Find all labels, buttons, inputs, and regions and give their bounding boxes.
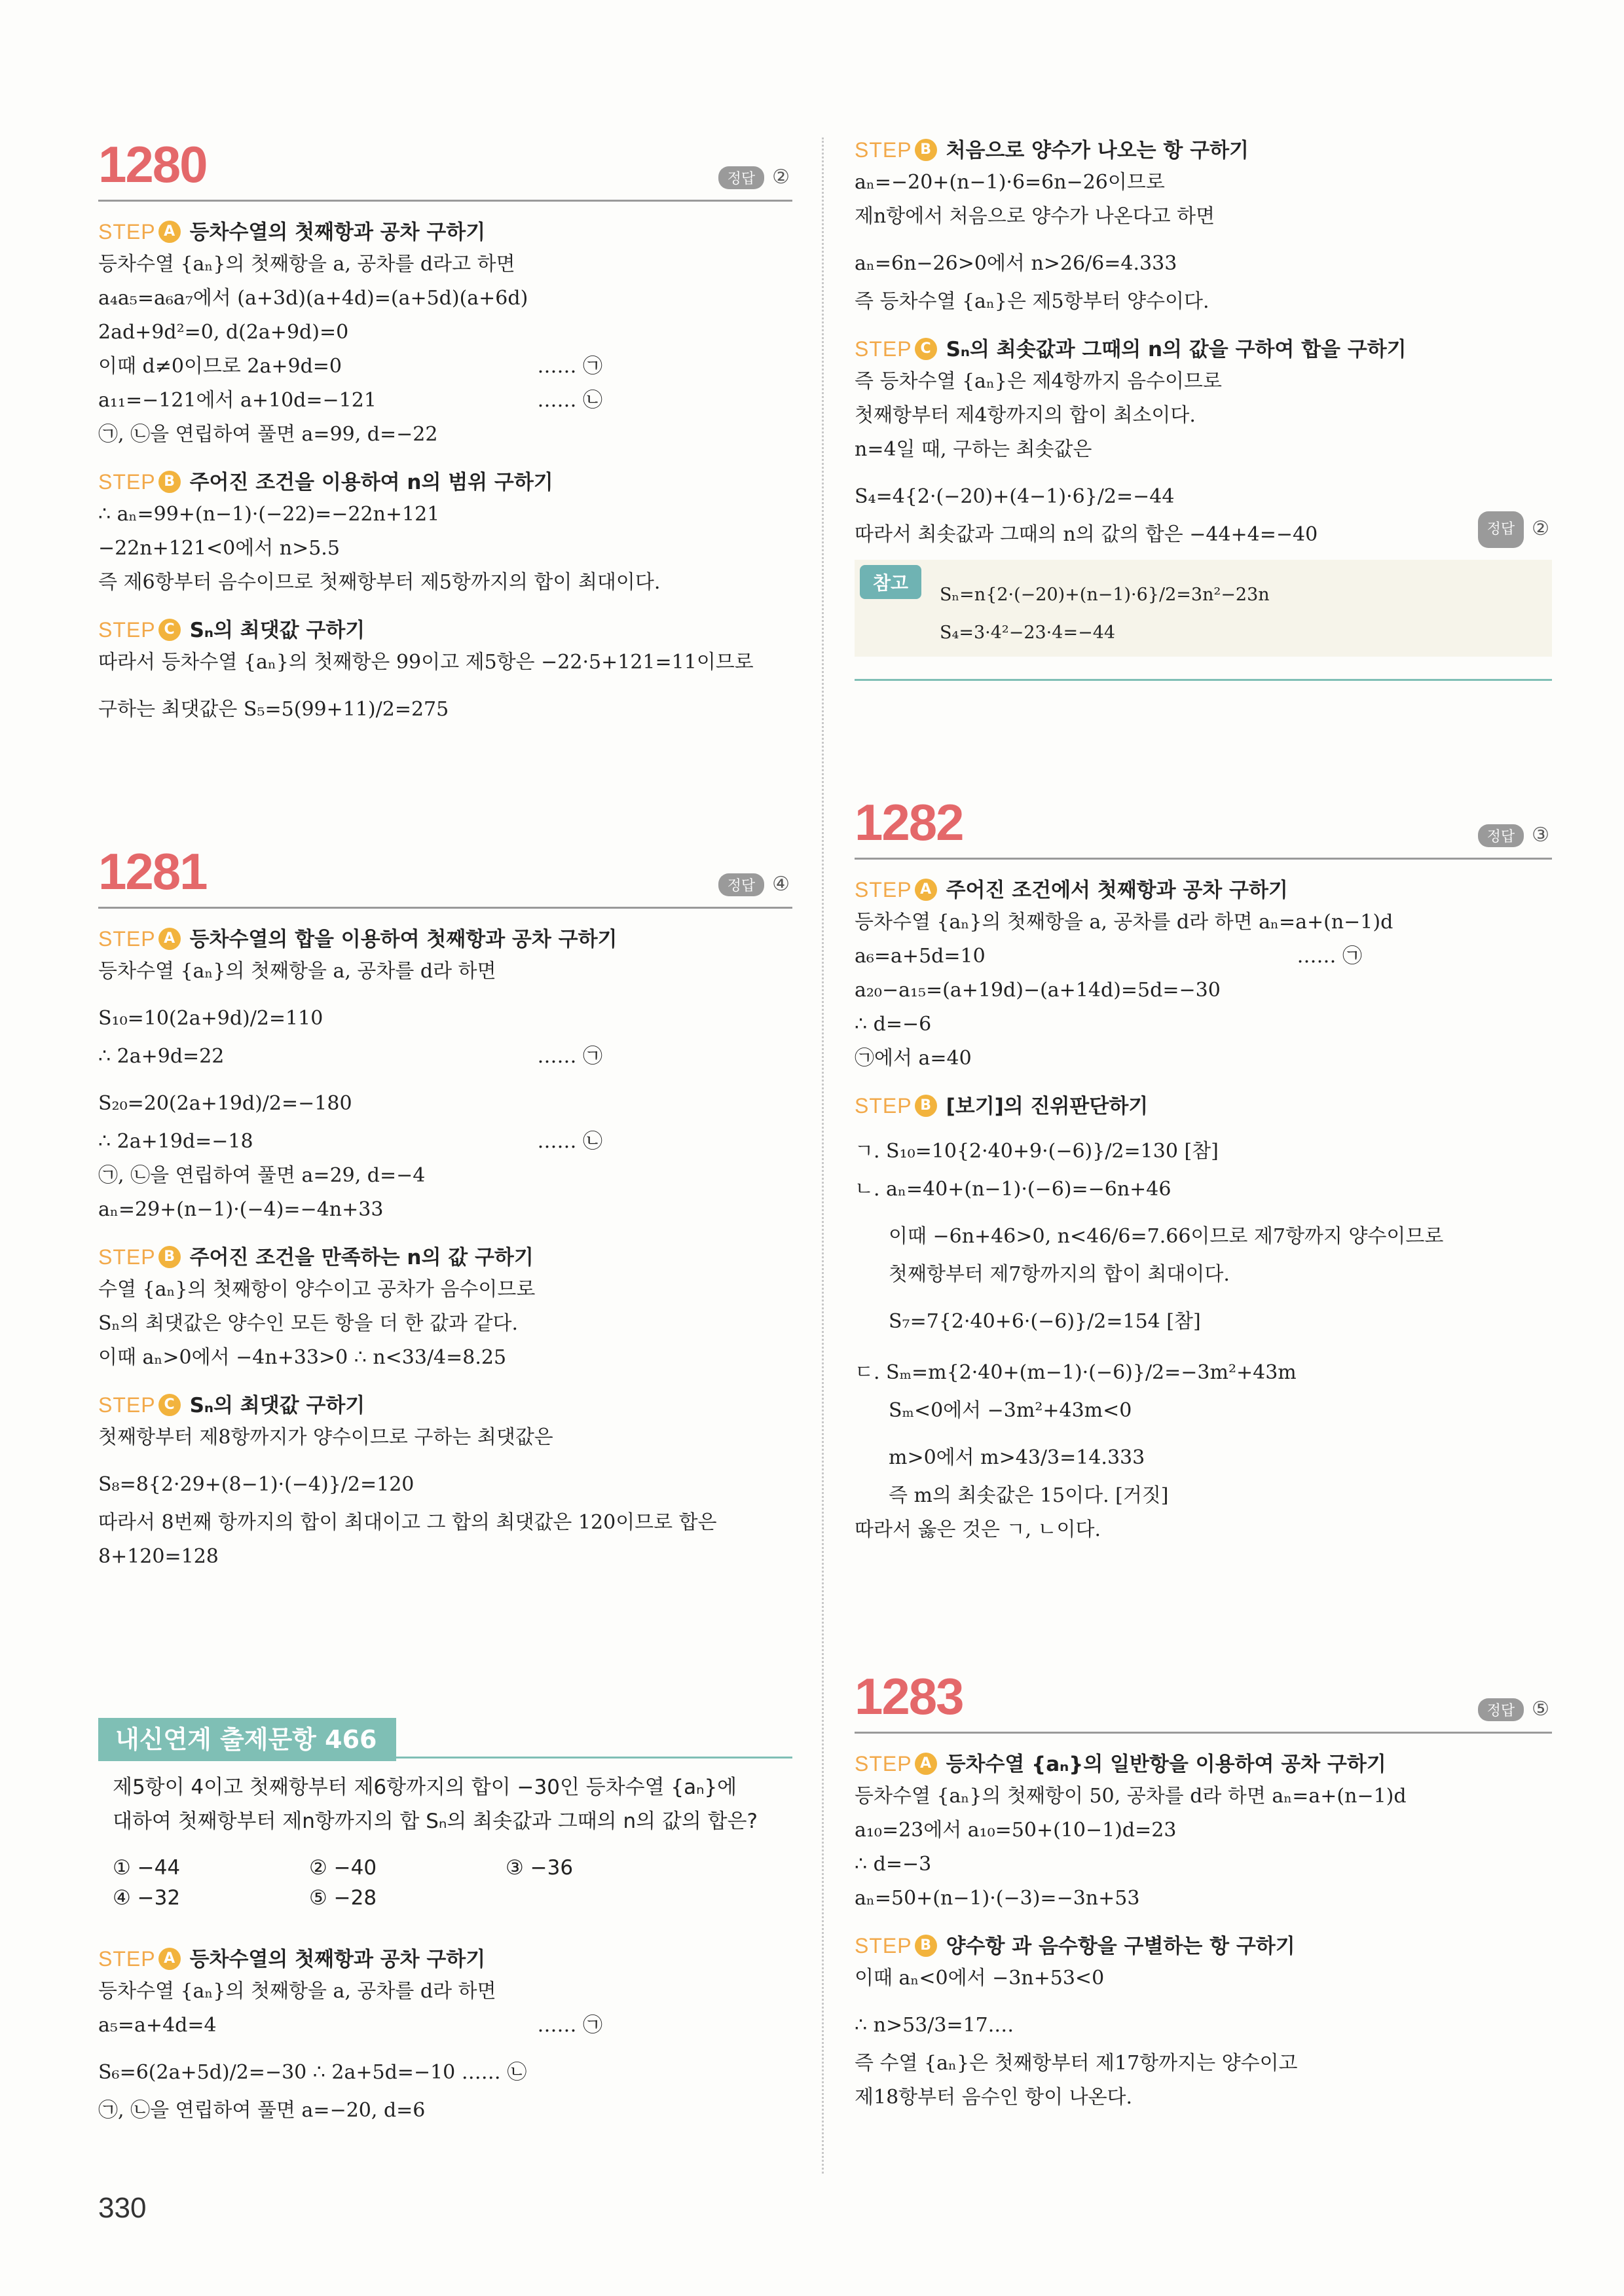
reference-tag: 참고 bbox=[860, 565, 921, 599]
solution-line: a₄a₅=a₆a₇에서 (a+3d)(a+4d)=(a+5d)(a+6d) bbox=[98, 287, 528, 310]
problem-1282 bbox=[855, 786, 1552, 1547]
solution-line: 제18항부터 음수인 항이 나온다. bbox=[855, 2086, 1133, 2109]
step-letter: C bbox=[915, 338, 937, 360]
solution-line: aₙ=50+(n−1)·(−3)=−3n+53 bbox=[855, 1887, 1140, 1910]
step-label: STEP bbox=[98, 618, 156, 642]
step-b bbox=[855, 1930, 1552, 1961]
solution-line: ㄷ. Sₘ=m{2·40+(m−1)·(−6)}/2=−3m²+43m bbox=[855, 1361, 1297, 1384]
column-divider bbox=[822, 137, 824, 2174]
solution-line: aₙ=−20+(n−1)·6=6n−26이므로 bbox=[855, 171, 1165, 194]
step-letter: B bbox=[915, 1935, 937, 1957]
step-title: [보기]의 진위판단하기 bbox=[946, 1095, 1149, 1118]
linked-problem-header bbox=[98, 1718, 792, 1761]
equation-tag: …… ㉠ bbox=[537, 1045, 602, 1068]
solution-line: 이때 −6n+46>0, n<46/6=7.66이므로 제7항까지 양수이므로 bbox=[889, 1225, 1444, 1248]
problem-header bbox=[98, 835, 792, 909]
step-label: STEP bbox=[98, 1245, 156, 1269]
solution-line: S₄=4{2·(−20)+(4−1)·6}/2=−44 bbox=[855, 485, 1175, 508]
solution-line bbox=[855, 518, 1552, 552]
solution-line: 2ad+9d²=0, d(2a+9d)=0 bbox=[98, 321, 349, 344]
step-label: STEP bbox=[855, 337, 912, 361]
step-letter: B bbox=[158, 1246, 181, 1268]
equation-text: 따라서 최솟값과 그때의 n의 값의 합은 −44+4=−40 bbox=[855, 523, 1318, 546]
answer-value: ④ bbox=[772, 873, 790, 896]
solution-line: 이때 aₙ<0에서 −3n+53<0 bbox=[855, 1967, 1105, 1990]
answer-value: ② bbox=[772, 166, 790, 189]
solution-line: ㉠에서 a=40 bbox=[855, 1047, 972, 1070]
problem-header bbox=[855, 786, 1552, 860]
choice-5: ⑤ −28 bbox=[309, 1886, 377, 1910]
solution-line: a₁₀=23에서 a₁₀=50+(10−1)d=23 bbox=[855, 1819, 1177, 1842]
equation-text: 이때 d≠0이므로 2a+9d=0 bbox=[98, 355, 342, 378]
solution-line: 제n항에서 처음으로 양수가 나온다고 하면 bbox=[855, 205, 1215, 228]
equation-text: ∴ 2a+19d=−18 bbox=[98, 1130, 253, 1153]
equation-tag: …… ㉠ bbox=[1297, 945, 1362, 968]
step-letter: A bbox=[158, 928, 181, 950]
step-label: STEP bbox=[98, 1393, 156, 1417]
solution-line: 따라서 8번째 항까지의 합이 최대이고 그 합의 최댓값은 120이므로 합은 bbox=[98, 1511, 717, 1534]
solution-line: 등차수열 {aₙ}의 첫째항이 50, 공차를 d라 하면 aₙ=a+(n−1)d bbox=[855, 1785, 1407, 1808]
linked-problem-466 bbox=[98, 1709, 792, 2128]
problem-number: 1283 bbox=[855, 1667, 963, 1725]
solution-line: ㉠, ㉡을 연립하여 풀면 a=99, d=−22 bbox=[98, 423, 438, 446]
solution-line: ∴ d=−6 bbox=[855, 1013, 932, 1036]
choice-row bbox=[98, 1853, 792, 1883]
solution-line: 등차수열 {aₙ}의 첫째항을 a, 공차를 d라 하면 bbox=[98, 1980, 496, 2003]
solution-line: 즉 등차수열 {aₙ}은 제4항까지 음수이므로 bbox=[855, 370, 1222, 393]
solution-line: 첫째항부터 제7항까지의 합이 최대이다. bbox=[889, 1263, 1230, 1286]
solution-line bbox=[98, 1040, 792, 1074]
step-a bbox=[98, 923, 792, 955]
solution-line: Sₙ의 최댓값은 양수인 모든 항을 더 한 값과 같다. bbox=[98, 1312, 518, 1335]
choice-2: ② −40 bbox=[309, 1856, 377, 1880]
solution-line: aₙ=29+(n−1)·(−4)=−4n+33 bbox=[98, 1198, 384, 1221]
step-letter: C bbox=[158, 1394, 181, 1416]
step-label: STEP bbox=[855, 878, 912, 902]
step-title: 주어진 조건을 만족하는 n의 값 구하기 bbox=[189, 1246, 534, 1269]
solution-line bbox=[855, 939, 1552, 974]
equation-tag: …… ㉠ bbox=[537, 355, 602, 378]
solution-line: ∴ n>53/3=17.… bbox=[855, 2014, 1014, 2037]
step-label: STEP bbox=[98, 220, 156, 244]
step-label: STEP bbox=[98, 927, 156, 951]
step-title: Sₙ의 최댓값 구하기 bbox=[189, 1394, 365, 1417]
answer-value: ⑤ bbox=[1532, 1698, 1549, 1721]
equation-text: a₅=a+4d=4 bbox=[98, 2014, 217, 2037]
solution-line: 수열 {aₙ}의 첫째항이 양수이고 공차가 음수이므로 bbox=[98, 1278, 536, 1301]
choice-4: ④ −32 bbox=[113, 1886, 181, 1910]
solution-line: 즉 제6항부터 음수이므로 첫째항부터 제5항까지의 합이 최대이다. bbox=[98, 571, 661, 594]
equation-text: a₁₁=−121에서 a+10d=−121 bbox=[98, 389, 377, 412]
step-label: STEP bbox=[98, 1947, 156, 1971]
answer-value: ③ bbox=[1532, 824, 1549, 847]
step-title: 등차수열의 합을 이용하여 첫째항과 공차 구하기 bbox=[189, 928, 618, 951]
problem-1281 bbox=[98, 835, 792, 1574]
solution-line: aₙ=6n−26>0에서 n>26/6=4.333 bbox=[855, 252, 1177, 275]
header-rule bbox=[396, 1757, 792, 1758]
step-a bbox=[98, 1943, 792, 1975]
solution-line: n=4일 때, 구하는 최솟값은 bbox=[855, 438, 1092, 461]
step-a bbox=[855, 874, 1552, 905]
step-title: 양수항 과 음수항을 구별하는 항 구하기 bbox=[946, 1935, 1295, 1958]
step-label: STEP bbox=[855, 138, 912, 162]
equation-tag: …… ㉠ bbox=[537, 2014, 602, 2037]
step-title: 등차수열 {aₙ}의 일반항을 이용하여 공차 구하기 bbox=[946, 1753, 1386, 1776]
linked-problem-466-continued bbox=[855, 134, 1552, 681]
step-letter: A bbox=[915, 879, 937, 901]
step-letter: B bbox=[158, 471, 181, 493]
answer-tag: 정답 bbox=[718, 873, 765, 896]
step-label: STEP bbox=[98, 470, 156, 494]
solution-line bbox=[98, 350, 792, 384]
step-letter: A bbox=[158, 1948, 181, 1970]
solution-line: Sₘ<0에서 −3m²+43m<0 bbox=[889, 1399, 1132, 1422]
solution-line: ㄱ. S₁₀=10{2·40+9·(−6)}/2=130 [참] bbox=[855, 1140, 1219, 1163]
question-line: 제5항이 4이고 첫째항부터 제6항까지의 합이 −30인 등차수열 {aₙ}에 bbox=[113, 1776, 737, 1799]
step-title: 등차수열의 첫째항과 공차 구하기 bbox=[189, 221, 486, 244]
answer-tag: 정답 bbox=[718, 166, 765, 189]
solution-line: ∴ d=−3 bbox=[855, 1853, 932, 1876]
problem-1283 bbox=[855, 1660, 1552, 2115]
answer-badge bbox=[1478, 824, 1549, 847]
solution-line: ∴ aₙ=99+(n−1)·(−22)=−22n+121 bbox=[98, 503, 440, 526]
solution-line: ㄴ. aₙ=40+(n−1)·(−6)=−6n+46 bbox=[855, 1178, 1172, 1201]
problem-header bbox=[855, 1660, 1552, 1734]
equation-text: a₆=a+5d=10 bbox=[855, 945, 986, 968]
solution-line: ㉠, ㉡을 연립하여 풀면 a=29, d=−4 bbox=[98, 1164, 426, 1187]
problem-number: 1281 bbox=[98, 843, 207, 900]
choice-row bbox=[98, 1883, 792, 1913]
solution-line: 따라서 옳은 것은 ㄱ, ㄴ이다. bbox=[855, 1518, 1101, 1541]
solution-line: 따라서 등차수열 {aₙ}의 첫째항은 99이고 제5항은 −22·5+121=11이므로 bbox=[98, 651, 754, 674]
solution-line: 등차수열 {aₙ}의 첫째항을 a, 공차를 d라 하면 bbox=[98, 960, 496, 983]
solution-line: 8+120=128 bbox=[98, 1545, 219, 1568]
equation-tag: …… ㉡ bbox=[537, 389, 602, 412]
answer-tag: 정답 bbox=[1478, 824, 1524, 847]
problem-number: 1280 bbox=[98, 136, 207, 193]
step-title: 주어진 조건을 이용하여 n의 범위 구하기 bbox=[189, 471, 553, 494]
step-b bbox=[98, 1241, 792, 1273]
step-title: Sₙ의 최댓값 구하기 bbox=[189, 619, 365, 642]
solution-line: −22n+121<0에서 n>5.5 bbox=[98, 537, 340, 560]
solution-line: 첫째항부터 제8항까지가 양수이므로 구하는 최댓값은 bbox=[98, 1426, 553, 1449]
step-a bbox=[855, 1748, 1552, 1779]
step-c bbox=[98, 1389, 792, 1421]
step-title: Sₙ의 최솟값과 그때의 n의 값을 구하여 합을 구하기 bbox=[946, 338, 1407, 361]
solution-line: a₂₀−a₁₅=(a+19d)−(a+14d)=5d=−30 bbox=[855, 979, 1221, 1002]
step-b bbox=[98, 466, 792, 498]
solution-line: 등차수열 {aₙ}의 첫째항을 a, 공차를 d라고 하면 bbox=[98, 253, 515, 276]
solution-line: 첫째항부터 제4항까지의 합이 최소이다. bbox=[855, 404, 1196, 427]
section-rule bbox=[855, 679, 1552, 681]
step-title: 처음으로 양수가 나오는 항 구하기 bbox=[946, 139, 1249, 162]
question-line: 대하여 첫째항부터 제n항까지의 합 Sₙ의 최솟값과 그때의 n의 값의 합은? bbox=[113, 1810, 758, 1833]
solution-line: 이때 aₙ>0에서 −4n+33>0 ∴ n<33/4=8.25 bbox=[98, 1346, 507, 1369]
solution-line bbox=[98, 1125, 792, 1159]
step-letter: B bbox=[915, 1095, 937, 1117]
note-line: Sₙ=n{2·(−20)+(n−1)·6}/2=3n²−23n bbox=[940, 585, 1270, 605]
step-c bbox=[98, 614, 792, 646]
linked-problem-tab: 내신연계 출제문항 466 bbox=[98, 1718, 396, 1761]
step-letter: B bbox=[915, 139, 937, 161]
solution-line bbox=[98, 2009, 792, 2043]
page-number: 330 bbox=[98, 2192, 147, 2224]
step-letter: C bbox=[158, 619, 181, 641]
solution-line bbox=[98, 384, 792, 418]
solution-line: S₇=7{2·40+6·(−6)}/2=154 [참] bbox=[889, 1310, 1201, 1333]
solution-line: 등차수열 {aₙ}의 첫째항을 a, 공차를 d라 하면 aₙ=a+(n−1)d bbox=[855, 911, 1393, 934]
solution-line: m>0에서 m>43/3=14.333 bbox=[889, 1446, 1145, 1469]
step-c bbox=[855, 333, 1552, 365]
equation-text: ∴ 2a+9d=22 bbox=[98, 1045, 225, 1068]
step-b bbox=[855, 134, 1552, 166]
equation-tag: …… ㉡ bbox=[537, 1130, 602, 1153]
step-b bbox=[855, 1090, 1552, 1121]
answer-badge bbox=[1478, 511, 1549, 548]
reference-note bbox=[855, 560, 1552, 657]
step-letter: A bbox=[158, 221, 181, 243]
step-label: STEP bbox=[855, 1934, 912, 1958]
problem-number: 1282 bbox=[855, 793, 963, 851]
step-title: 주어진 조건에서 첫째항과 공차 구하기 bbox=[946, 879, 1288, 902]
solution-line: S₁₀=10(2a+9d)/2=110 bbox=[98, 1007, 323, 1030]
note-line: S₄=3·4²−23·4=−44 bbox=[940, 623, 1116, 643]
answer-tag: 정답 bbox=[1478, 511, 1524, 548]
solution-line: S₂₀=20(2a+19d)/2=−180 bbox=[98, 1092, 352, 1115]
answer-tag: 정답 bbox=[1478, 1698, 1524, 1721]
answer-badge bbox=[718, 166, 790, 189]
solution-line: ㉠, ㉡을 연립하여 풀면 a=−20, d=6 bbox=[98, 2099, 426, 2122]
solution-line: 즉 등차수열 {aₙ}은 제5항부터 양수이다. bbox=[855, 290, 1209, 313]
step-label: STEP bbox=[855, 1094, 912, 1118]
step-title: 등차수열의 첫째항과 공차 구하기 bbox=[189, 1948, 486, 1971]
solution-line: S₆=6(2a+5d)/2=−30 ∴ 2a+5d=−10 …… ㉡ bbox=[98, 2061, 527, 2084]
solution-line: 즉 m의 최솟값은 15이다. [거짓] bbox=[889, 1484, 1169, 1507]
answer-value: ② bbox=[1532, 517, 1549, 540]
step-label: STEP bbox=[855, 1752, 912, 1776]
answer-badge bbox=[718, 873, 790, 896]
step-letter: A bbox=[915, 1753, 937, 1775]
answer-badge bbox=[1478, 1698, 1549, 1721]
step-a bbox=[98, 216, 792, 247]
solution-line: S₈=8{2·29+(8−1)·(−4)}/2=120 bbox=[98, 1473, 415, 1496]
problem-1280 bbox=[98, 128, 792, 731]
problem-header bbox=[98, 128, 792, 202]
solution-line: 구하는 최댓값은 S₅=5(99+11)/2=275 bbox=[98, 698, 449, 721]
choice-1: ① −44 bbox=[113, 1856, 181, 1880]
choice-3: ③ −36 bbox=[506, 1856, 574, 1880]
solution-line: 즉 수열 {aₙ}은 첫째항부터 제17항까지는 양수이고 bbox=[855, 2052, 1298, 2075]
